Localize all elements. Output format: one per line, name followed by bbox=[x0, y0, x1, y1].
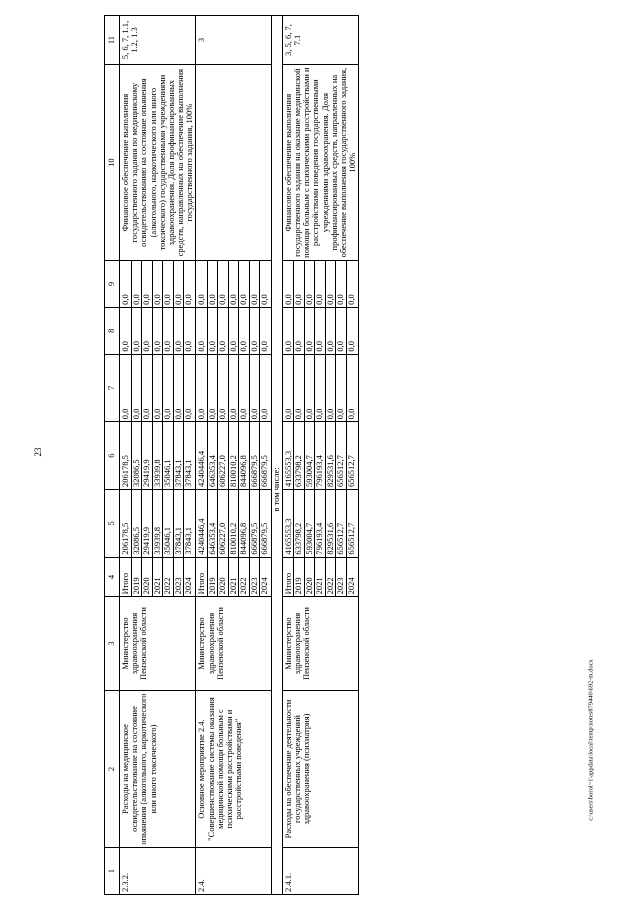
row-number: 2.4.1. bbox=[282, 848, 358, 895]
value: 0,0 bbox=[183, 294, 193, 305]
table-row bbox=[120, 16, 196, 895]
year-label: 2020 bbox=[142, 558, 153, 597]
value: 0,0 bbox=[294, 261, 305, 307]
value: 206178,5 bbox=[121, 422, 132, 489]
value: 0,0 bbox=[208, 355, 219, 422]
value: 33939,8 bbox=[153, 490, 164, 557]
indicator-text: Финансовое обеспечение выполнения государственного задания по медицинскому освидетельствованию на состояние опьянения (алкогольного, наркотического или иного токсического) государственными учреждениями здравоохранения. Доля профинансированных средств, направленных на обеспечение выполнения государственного задания, 100% bbox=[120, 65, 196, 261]
value-cell bbox=[196, 489, 272, 557]
value: 666879,5 bbox=[250, 490, 261, 557]
value: 0,0 bbox=[142, 355, 153, 422]
value: 0,0 bbox=[153, 261, 164, 307]
value: 0,0 bbox=[345, 294, 356, 305]
year-label: 2021 bbox=[153, 558, 164, 597]
value: 0,0 bbox=[132, 308, 143, 354]
value: 4165553,3 bbox=[284, 422, 295, 489]
indicator-text: Финансовое обеспечение выполнения государственного задания на оказание медицинской помощи больным с психическими расстройствами и расстройствами поведения государственными учреждениями здравоохранения. Доля профинансированных средств, направленных на обеспечение выполнения государственного задания, 100% bbox=[282, 65, 358, 261]
year-label: Итого bbox=[121, 558, 132, 597]
year-label: 2024 bbox=[259, 577, 270, 595]
value: 4165553,3 bbox=[284, 490, 295, 557]
value: 4240446,4 bbox=[197, 490, 208, 557]
col-header: 1 bbox=[105, 848, 120, 895]
value: 0,0 bbox=[218, 355, 229, 422]
year-label: 2019 bbox=[294, 558, 305, 597]
value: 0,0 bbox=[250, 308, 261, 354]
value: 35046,1 bbox=[163, 490, 174, 557]
value: 0,0 bbox=[163, 261, 174, 307]
col-header: 2 bbox=[105, 690, 120, 848]
value-cell bbox=[120, 261, 196, 308]
year-label: 2022 bbox=[163, 558, 174, 597]
value: 0,0 bbox=[305, 355, 316, 422]
indicator-text bbox=[196, 65, 272, 261]
page-number: 23 bbox=[33, 447, 43, 457]
value-cell bbox=[282, 489, 358, 557]
col-header: 11 bbox=[105, 16, 120, 65]
year-label: 2023 bbox=[174, 558, 185, 597]
year-label: Итого bbox=[197, 558, 208, 597]
value: 37843,1 bbox=[174, 490, 185, 557]
value: 810010,2 bbox=[229, 490, 240, 557]
row-number: 2.3.2. bbox=[120, 848, 196, 895]
col-header: 8 bbox=[105, 307, 120, 354]
col-header: 3 bbox=[105, 597, 120, 690]
value: 0,0 bbox=[121, 355, 132, 422]
years-cell bbox=[282, 557, 358, 597]
table-row bbox=[196, 16, 272, 895]
value: 0,0 bbox=[326, 261, 337, 307]
blank-cell bbox=[271, 557, 282, 894]
value: 666879,5 bbox=[259, 522, 270, 555]
value: 0,0 bbox=[174, 355, 185, 422]
value: 0,0 bbox=[218, 308, 229, 354]
value: 0,0 bbox=[284, 308, 295, 354]
executor: Министерство здравоохранения Пензенской области bbox=[196, 597, 272, 690]
value: 0,0 bbox=[183, 340, 193, 352]
value: 0,0 bbox=[294, 308, 305, 354]
col-header: 7 bbox=[105, 354, 120, 422]
value: 829531,6 bbox=[326, 490, 337, 557]
value: 0,0 bbox=[345, 340, 356, 352]
value: 0,0 bbox=[259, 340, 270, 352]
year-label: 2021 bbox=[229, 558, 240, 597]
year-label: 2023 bbox=[336, 558, 347, 597]
year-label: 2019 bbox=[208, 558, 219, 597]
value: 656512,7 bbox=[336, 490, 347, 557]
row-number: 2.4. bbox=[196, 848, 272, 895]
value: 0,0 bbox=[305, 308, 316, 354]
value: 0,0 bbox=[121, 261, 132, 307]
value: 0,0 bbox=[239, 261, 250, 307]
year-label: 2021 bbox=[315, 558, 326, 597]
value: 593004,7 bbox=[305, 422, 316, 489]
year-label: 2024 bbox=[183, 577, 193, 595]
value: 646353,4 bbox=[208, 422, 219, 489]
value: 796193,4 bbox=[315, 422, 326, 489]
rotated-table-container bbox=[104, 15, 604, 895]
including-row bbox=[271, 16, 282, 895]
value-cell bbox=[282, 422, 358, 490]
value-cell bbox=[282, 261, 358, 308]
value: 0,0 bbox=[259, 408, 270, 420]
value: 0,0 bbox=[315, 261, 326, 307]
value: 656512,7 bbox=[345, 455, 356, 487]
value: 0,0 bbox=[326, 308, 337, 354]
executor: Министерство здравоохранения Пензенской области bbox=[120, 597, 196, 690]
value: 0,0 bbox=[163, 355, 174, 422]
activity-name: Расходы на обеспечение деятельности государственных учреждений здравоохранения (психиатрия) bbox=[282, 690, 358, 848]
table-row bbox=[282, 16, 358, 895]
col-header: 5 bbox=[105, 489, 120, 557]
value: 656512,7 bbox=[345, 522, 356, 555]
header-row bbox=[105, 16, 120, 895]
table-body bbox=[120, 16, 359, 895]
budget-table bbox=[104, 15, 359, 895]
years-cell bbox=[196, 557, 272, 597]
value: 0,0 bbox=[336, 261, 347, 307]
value: 606227,0 bbox=[218, 422, 229, 489]
value: 829531,6 bbox=[326, 422, 337, 489]
value: 37843,1 bbox=[183, 527, 193, 555]
year-label: 2022 bbox=[326, 558, 337, 597]
value: 0,0 bbox=[229, 308, 240, 354]
years-cell bbox=[120, 557, 196, 597]
value: 0,0 bbox=[208, 261, 219, 307]
value: 656512,7 bbox=[336, 422, 347, 489]
target-links: 3 bbox=[196, 16, 272, 65]
year-label: 2020 bbox=[305, 558, 316, 597]
value: 0,0 bbox=[315, 308, 326, 354]
value: 666879,5 bbox=[250, 422, 261, 489]
value: 0,0 bbox=[315, 355, 326, 422]
value-cell bbox=[196, 261, 272, 308]
value-cell bbox=[282, 307, 358, 354]
col-header: 6 bbox=[105, 422, 120, 490]
value-cell bbox=[120, 354, 196, 422]
value: 32086,5 bbox=[132, 490, 143, 557]
value: 0,0 bbox=[142, 308, 153, 354]
value: 593004,7 bbox=[305, 490, 316, 557]
value: 0,0 bbox=[132, 355, 143, 422]
value: 37843,1 bbox=[183, 459, 193, 487]
value-cell bbox=[196, 307, 272, 354]
value: 666879,5 bbox=[259, 455, 270, 487]
executor: Министерство здравоохранения Пензенской области bbox=[282, 597, 358, 690]
value-cell bbox=[196, 422, 272, 490]
value: 0,0 bbox=[142, 261, 153, 307]
value: 0,0 bbox=[239, 308, 250, 354]
value-cell bbox=[120, 422, 196, 490]
value: 0,0 bbox=[132, 261, 143, 307]
value: 0,0 bbox=[294, 355, 305, 422]
value: 0,0 bbox=[163, 308, 174, 354]
year-label: 2023 bbox=[250, 558, 261, 597]
value: 633798,2 bbox=[294, 422, 305, 489]
value-cell bbox=[196, 354, 272, 422]
value: 810010,2 bbox=[229, 422, 240, 489]
value: 0,0 bbox=[183, 408, 193, 420]
value: 0,0 bbox=[336, 308, 347, 354]
value: 35046,1 bbox=[163, 422, 174, 489]
col-header: 4 bbox=[105, 557, 120, 597]
value: 206178,5 bbox=[121, 490, 132, 557]
value: 646353,4 bbox=[208, 490, 219, 557]
value: 0,0 bbox=[174, 261, 185, 307]
value: 0,0 bbox=[284, 261, 295, 307]
including-label: в том числе: bbox=[271, 422, 282, 557]
value: 0,0 bbox=[229, 355, 240, 422]
target-links: 5, 6, 7, 1.1, 1.2, 1.3 bbox=[120, 16, 196, 65]
value: 0,0 bbox=[305, 261, 316, 307]
value: 29419,9 bbox=[142, 422, 153, 489]
value: 0,0 bbox=[153, 308, 164, 354]
value: 0,0 bbox=[250, 355, 261, 422]
value-cell bbox=[120, 489, 196, 557]
value: 0,0 bbox=[121, 308, 132, 354]
value: 844096,8 bbox=[239, 490, 250, 557]
value: 0,0 bbox=[197, 355, 208, 422]
value: 633798,2 bbox=[294, 490, 305, 557]
value: 0,0 bbox=[345, 408, 356, 420]
value: 33939,8 bbox=[153, 422, 164, 489]
value-cell bbox=[282, 354, 358, 422]
value: 32086,5 bbox=[132, 422, 143, 489]
value: 37843,1 bbox=[174, 422, 185, 489]
col-header: 9 bbox=[105, 261, 120, 308]
activity-name: Расходы на медицинское освидетельствование на состояние опьянения (алкогольного, наркотического или иного токсического) bbox=[120, 690, 196, 848]
value: 0,0 bbox=[197, 308, 208, 354]
value: 0,0 bbox=[174, 308, 185, 354]
activity-name: Основное мероприятие 2.4. "Совершенствование системы оказания медицинской помощи больным с психическими расстройствами и расстройствами поведения" bbox=[196, 690, 272, 848]
value: 4240446,4 bbox=[197, 422, 208, 489]
value: 0,0 bbox=[153, 355, 164, 422]
year-label: 2022 bbox=[239, 558, 250, 597]
col-header: 10 bbox=[105, 65, 120, 261]
year-label: 2020 bbox=[218, 558, 229, 597]
value: 0,0 bbox=[336, 355, 347, 422]
value: 0,0 bbox=[284, 355, 295, 422]
value: 0,0 bbox=[197, 261, 208, 307]
value: 0,0 bbox=[229, 261, 240, 307]
year-label: 2024 bbox=[345, 577, 356, 595]
value: 0,0 bbox=[326, 355, 337, 422]
value: 0,0 bbox=[250, 261, 261, 307]
year-label: 2019 bbox=[132, 558, 143, 597]
target-links: 3, 5, 6, 7, 7.1 bbox=[282, 16, 358, 65]
value: 0,0 bbox=[259, 294, 270, 305]
footer-file-path: c:\users\borol~1\appdata\local\temp\notes879440\692-m.docx bbox=[587, 659, 595, 821]
year-label: Итого bbox=[284, 558, 295, 597]
value: 29419,9 bbox=[142, 490, 153, 557]
value: 0,0 bbox=[208, 308, 219, 354]
value: 796193,4 bbox=[315, 490, 326, 557]
value: 606227,0 bbox=[218, 490, 229, 557]
value: 0,0 bbox=[218, 261, 229, 307]
blank-cell bbox=[271, 16, 282, 422]
value: 844096,8 bbox=[239, 422, 250, 489]
value-cell bbox=[120, 307, 196, 354]
value: 0,0 bbox=[239, 355, 250, 422]
